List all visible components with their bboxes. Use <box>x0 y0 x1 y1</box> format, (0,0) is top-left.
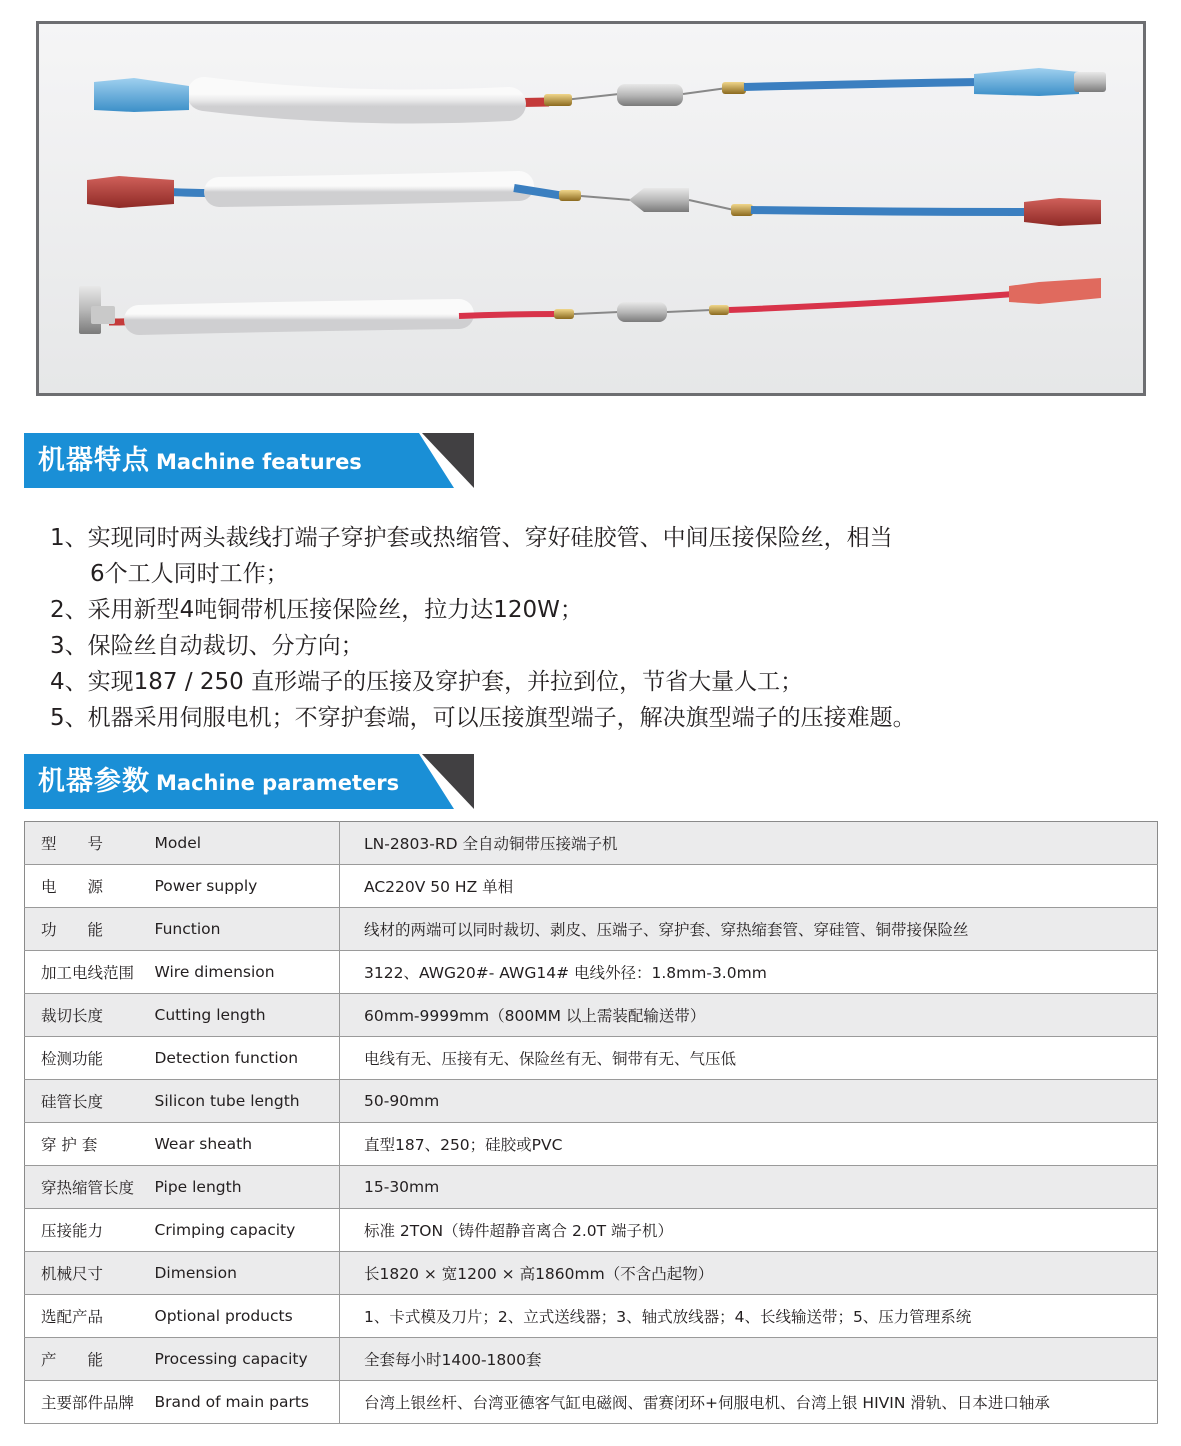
param-value: 3122、AWG20#- AWG14# 电线外径：1.8mm-3.0mm <box>340 951 1158 994</box>
param-value: 直型187、250；硅胶或PVC <box>340 1123 1158 1166</box>
feature-item <box>50 520 1150 592</box>
feature-text: 3、保险丝自动裁切、分方向； <box>50 633 364 659</box>
features-title-zh: 机器特点 <box>38 445 150 476</box>
parameters-title <box>38 754 399 809</box>
table-row <box>25 1080 1158 1123</box>
feature-item <box>50 700 1150 736</box>
param-zh: 功 能 <box>25 908 139 951</box>
param-zh: 穿热缩管长度 <box>25 1166 139 1209</box>
param-value: 标准 2TON（铸件超静音离合 2.0T 端子机） <box>340 1209 1158 1252</box>
param-en: Detection function <box>139 1037 340 1080</box>
param-value: 15-30mm <box>340 1166 1158 1209</box>
param-en: Processing capacity <box>139 1338 340 1381</box>
features-banner <box>24 433 476 488</box>
features-title-en: Machine features <box>156 450 362 474</box>
feature-text: 4、实现187 / 250 直形端子的压接及穿护套，并拉到位，节省大量人工； <box>50 669 804 695</box>
feature-text: 2、采用新型4吨铜带机压接保险丝，拉力达120W； <box>50 597 583 623</box>
table-row <box>25 994 1158 1037</box>
table-row <box>25 908 1158 951</box>
param-en: Brand of main parts <box>139 1381 340 1424</box>
table-row <box>25 1338 1158 1381</box>
parameters-title-zh: 机器参数 <box>38 766 150 797</box>
table-row <box>25 1209 1158 1252</box>
param-zh: 机械尺寸 <box>25 1252 139 1295</box>
param-value: AC220V 50 HZ 单相 <box>340 865 1158 908</box>
features-list <box>50 520 1150 736</box>
product-photo <box>36 21 1146 396</box>
table-row <box>25 1037 1158 1080</box>
param-value: 全套每小时1400-1800套 <box>340 1338 1158 1381</box>
param-en: Function <box>139 908 340 951</box>
param-en: Model <box>139 822 340 865</box>
feature-item <box>50 628 1150 664</box>
param-en: Cutting length <box>139 994 340 1037</box>
param-zh: 硅管长度 <box>25 1080 139 1123</box>
param-zh: 产 能 <box>25 1338 139 1381</box>
param-en: Silicon tube length <box>139 1080 340 1123</box>
param-zh: 穿 护 套 <box>25 1123 139 1166</box>
param-zh: 检测功能 <box>25 1037 139 1080</box>
features-title <box>38 433 362 488</box>
parameters-title-en: Machine parameters <box>156 771 400 795</box>
param-en: Wire dimension <box>139 951 340 994</box>
param-en: Pipe length <box>139 1166 340 1209</box>
parameters-table <box>24 821 1158 1424</box>
param-value: 60mm-9999mm（800MM 以上需装配输送带） <box>340 994 1158 1037</box>
param-zh: 裁切长度 <box>25 994 139 1037</box>
param-value: 线材的两端可以同时裁切、剥皮、压端子、穿护套、穿热缩套管、穿硅管、铜带接保险丝 <box>340 908 1158 951</box>
parameters-banner <box>24 754 476 809</box>
param-en: Wear sheath <box>139 1123 340 1166</box>
feature-item <box>50 664 1150 700</box>
param-zh: 选配产品 <box>25 1295 139 1338</box>
table-row <box>25 1166 1158 1209</box>
param-zh: 压接能力 <box>25 1209 139 1252</box>
table-row <box>25 951 1158 994</box>
table-row <box>25 865 1158 908</box>
param-zh: 电 源 <box>25 865 139 908</box>
table-row <box>25 822 1158 865</box>
table-row <box>25 1295 1158 1338</box>
table-row <box>25 1252 1158 1295</box>
param-en: Dimension <box>139 1252 340 1295</box>
param-zh: 型 号 <box>25 822 139 865</box>
feature-text: 5、机器采用伺服电机；不穿护套端，可以压接旗型端子，解决旗型端子的压接难题。 <box>50 705 916 731</box>
param-en: Crimping capacity <box>139 1209 340 1252</box>
param-value: 50-90mm <box>340 1080 1158 1123</box>
param-value: 电线有无、压接有无、保险丝有无、铜带有无、气压低 <box>340 1037 1158 1080</box>
param-value: LN-2803-RD 全自动铜带压接端子机 <box>340 822 1158 865</box>
param-zh: 主要部件品牌 <box>25 1381 139 1424</box>
param-en: Optional products <box>139 1295 340 1338</box>
feature-item <box>50 592 1150 628</box>
feature-text: 1、实现同时两头裁线打端子穿护套或热缩管、穿好硅胶管、中间压接保险丝，相当 <box>50 525 893 551</box>
param-zh: 加工电线范围 <box>25 951 139 994</box>
param-value: 台湾上银丝杆、台湾亚德客气缸电磁阀、雷赛闭环+伺服电机、台湾上银 HIVIN 滑轨、日本进口轴承 <box>340 1381 1158 1424</box>
table-row <box>25 1381 1158 1424</box>
param-value: 1、卡式模及刀片；2、立式送线器；3、轴式放线器；4、长线输送带；5、压力管理系统 <box>340 1295 1158 1338</box>
param-en: Power supply <box>139 865 340 908</box>
feature-continuation: 6个工人同时工作； <box>90 561 289 587</box>
wire-harness-image <box>39 24 1143 393</box>
table-row <box>25 1123 1158 1166</box>
param-value: 长1820 × 宽1200 × 高1860mm（不含凸起物） <box>340 1252 1158 1295</box>
